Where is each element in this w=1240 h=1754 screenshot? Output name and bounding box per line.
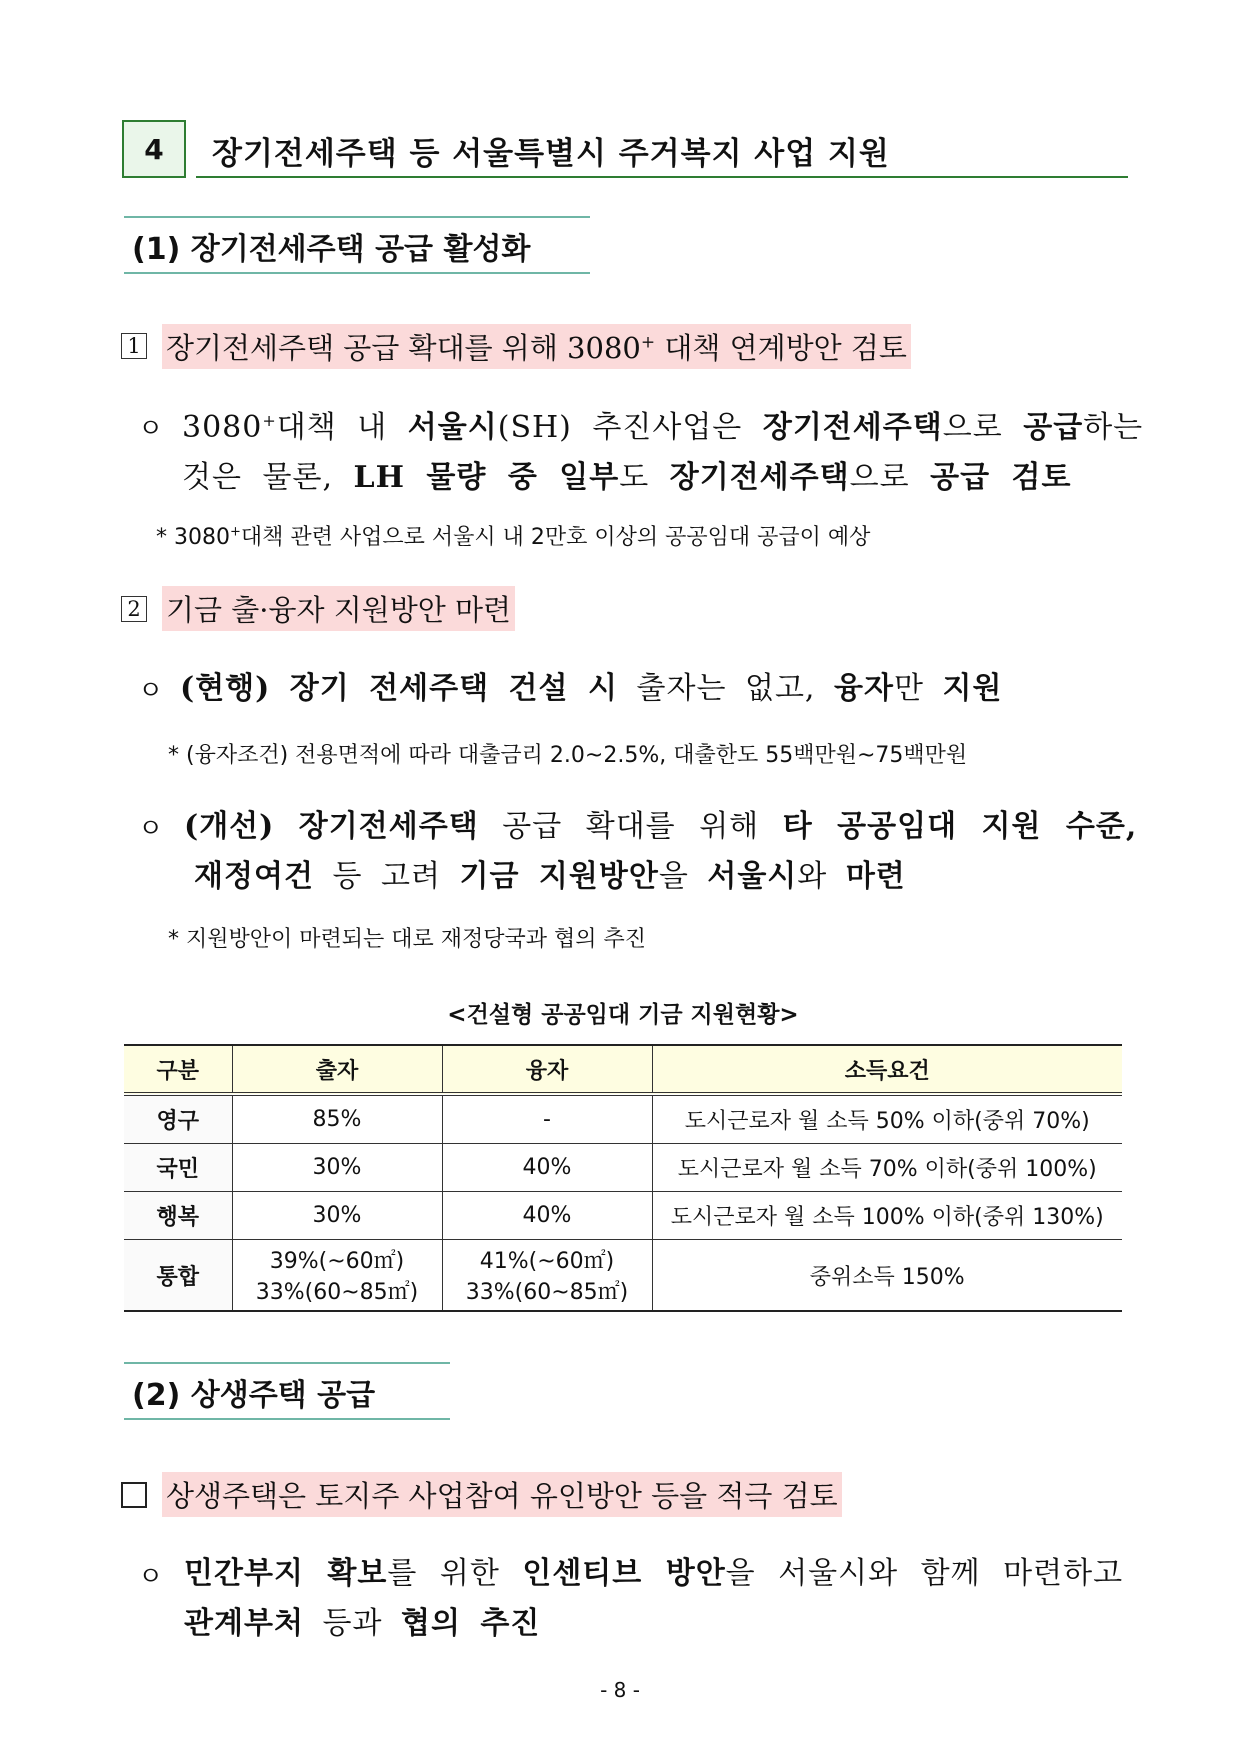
cell-loan: 40% xyxy=(442,1144,652,1192)
bullet-4-l2-a1: 등과 xyxy=(303,1606,401,1641)
cell-income: 도시근로자 월 소득 50% 이하(중위 70%) xyxy=(652,1094,1122,1144)
subsection-2-title: (2) 상생주택 공급 xyxy=(132,1378,376,1413)
bullet-4-l2-b1: 관계부처 xyxy=(184,1606,304,1641)
bullet-4-l2-b2: 협의 추진 xyxy=(400,1606,541,1641)
bullet-2-b3: 지원 xyxy=(942,671,1003,706)
bullet-1-l2-a2: 도 xyxy=(619,460,670,495)
bullet-2-b2: 융자 xyxy=(834,671,894,706)
bullet-1-b2: 장기전세주택 xyxy=(762,410,943,445)
bullet-4-a2: 을 서울시와 함께 마련하고 xyxy=(725,1556,1124,1591)
bullet-1-l2-a1: 것은 물론, xyxy=(182,460,354,495)
section-title: 장기전세주택 등 서울특별시 주거복지 사업 지원 xyxy=(212,136,890,172)
bullet-4-a1: 를 위한 xyxy=(387,1556,523,1591)
cell-loan-line-2: 33%(60~85㎡) xyxy=(465,1280,629,1305)
cell-income: 도시근로자 월 소득 70% 이하(중위 100%) xyxy=(652,1144,1122,1192)
cell-type: 통합 xyxy=(124,1240,232,1312)
bullet-1-l2-b2: 장기전세주택 xyxy=(669,460,850,495)
bullet-3-l2-b3: 서울시 xyxy=(707,859,798,894)
section-divider xyxy=(196,176,1128,178)
item-1-title-post: 대책 연계방안 검토 xyxy=(655,331,907,365)
bullet-1-b3: 공급 xyxy=(1023,410,1084,445)
support-table xyxy=(124,1044,1122,1312)
bullet-4-b1: 민간부지 확보 xyxy=(184,1556,388,1591)
cell-type: 국민 xyxy=(124,1144,232,1192)
bullet-1-l2-b1: LH 물량 중 일부 xyxy=(353,460,620,495)
header-income: 소득요건 xyxy=(652,1045,1122,1094)
item-3-title: 상생주택은 토지주 사업참여 유인방안 등을 적극 검토 xyxy=(162,1472,842,1517)
bullet-1-a2: 대책 내 xyxy=(276,410,408,445)
header-loan: 융자 xyxy=(442,1045,652,1094)
bullet-3-l2-a3: 와 xyxy=(797,859,846,894)
note-1-pre: 3080 xyxy=(174,525,230,550)
item-1-number: 1 xyxy=(121,333,147,359)
item-1-title-pre: 장기전세주택 공급 확대를 위해 3080 xyxy=(166,331,641,365)
bullet-1-line-1 xyxy=(182,402,1143,446)
cell-invest: 85% xyxy=(232,1094,442,1144)
table-row xyxy=(124,1192,1122,1240)
cell-invest: 30% xyxy=(232,1144,442,1192)
bullet-1-a1: 3080 xyxy=(182,410,263,445)
cell-loan: - xyxy=(442,1094,652,1144)
bullet-3-a1: 공급 확대를 위해 xyxy=(478,809,783,844)
item-3-checkbox xyxy=(121,1482,147,1508)
bullet-3-l2-b4: 마련 xyxy=(845,859,906,894)
note-3-text: 지원방안이 마련되는 대로 재정당국과 협의 추진 xyxy=(186,927,647,952)
subsection-1-title: (1) 장기전세주택 공급 활성화 xyxy=(132,232,531,267)
note-1-post: 대책 관련 사업으로 서울시 내 2만호 이상의 공공임대 공급이 예상 xyxy=(240,525,871,550)
note-3-star: * xyxy=(168,927,179,952)
bullet-2-a1: 출자는 없고, xyxy=(617,671,834,706)
header-type: 구분 xyxy=(124,1045,232,1094)
note-1-sup: + xyxy=(230,524,241,540)
note-2 xyxy=(168,738,967,769)
bullet-3-l2-a1: 등 고려 xyxy=(313,859,460,894)
bullet-2-symbol: ㅇ xyxy=(138,676,164,706)
cell-invest: 30% xyxy=(232,1192,442,1240)
cell-income: 도시근로자 월 소득 100% 이하(중위 130%) xyxy=(652,1192,1122,1240)
bullet-2-b1: (현행) 장기 전세주택 건설 시 xyxy=(180,671,618,706)
cell-loan: 40% xyxy=(442,1192,652,1240)
table-caption: <건설형 공공임대 기금 지원현황> xyxy=(447,1002,799,1028)
bullet-1-a4: 으로 xyxy=(942,410,1024,445)
bullet-3-l2-b2: 기금 지원방안 xyxy=(459,859,659,894)
bullet-3-l2-a2: 을 xyxy=(658,859,708,894)
item-2-number: 2 xyxy=(121,596,147,622)
bullet-3-l2-b1: 재정여건 xyxy=(194,859,314,894)
bullet-1-sup: + xyxy=(262,411,277,430)
bullet-1-a3: (SH) 추진사업은 xyxy=(497,410,763,445)
bullet-3-line-2 xyxy=(194,851,906,895)
cell-invest-line-1: 39%(~60㎡) xyxy=(269,1249,405,1274)
cell-invest xyxy=(232,1240,442,1312)
bullet-4-b2: 인센티브 방안 xyxy=(522,1556,726,1591)
bullet-3-line-1 xyxy=(184,801,1137,845)
bullet-2-line-1 xyxy=(180,663,1002,707)
bullet-3-b1: (개선) 장기전세주택 xyxy=(184,809,479,844)
bullet-3-symbol: ㅇ xyxy=(138,814,164,844)
note-2-star: * xyxy=(168,743,179,768)
bullet-1-l2-a3: 으로 xyxy=(849,460,931,495)
header-invest: 출자 xyxy=(232,1045,442,1094)
table-row xyxy=(124,1240,1122,1312)
item-2-title: 기금 출·융자 지원방안 마련 xyxy=(162,586,515,631)
bullet-4-line-2 xyxy=(184,1598,540,1642)
bullet-1-l2-b3: 공급 검토 xyxy=(930,460,1072,495)
bullet-1-symbol: ㅇ xyxy=(138,414,164,444)
bullet-4-symbol: ㅇ xyxy=(138,1562,164,1592)
cell-loan-line-1: 41%(~60㎡) xyxy=(479,1249,615,1274)
note-3 xyxy=(168,922,646,953)
cell-type: 영구 xyxy=(124,1094,232,1144)
note-2-text: (융자조건) 전용면적에 따라 대출금리 2.0~2.5%, 대출한도 55백만원~75백만원 xyxy=(186,743,968,768)
bullet-1-line-2 xyxy=(182,452,1072,496)
item-1-title xyxy=(162,324,911,369)
cell-loan xyxy=(442,1240,652,1312)
bullet-1-b1: 서울시 xyxy=(407,410,498,445)
table-header-row xyxy=(124,1045,1122,1094)
bullet-3-b2: 타 공공임대 지원 수준, xyxy=(782,809,1138,844)
cell-income: 중위소득 150% xyxy=(652,1240,1122,1312)
note-1-star: * xyxy=(156,525,167,550)
page-number: - 8 - xyxy=(600,1678,640,1702)
table-row xyxy=(124,1094,1122,1144)
table-row xyxy=(124,1144,1122,1192)
cell-type: 행복 xyxy=(124,1192,232,1240)
bullet-1-a5: 하는 xyxy=(1083,410,1144,445)
cell-invest-line-2: 33%(60~85㎡) xyxy=(255,1280,419,1305)
bullet-4-line-1 xyxy=(184,1548,1123,1592)
item-1-title-sup: + xyxy=(640,332,656,353)
section-number: 4 xyxy=(122,120,186,178)
bullet-2-a2: 만 xyxy=(893,671,943,706)
note-1 xyxy=(156,520,870,551)
